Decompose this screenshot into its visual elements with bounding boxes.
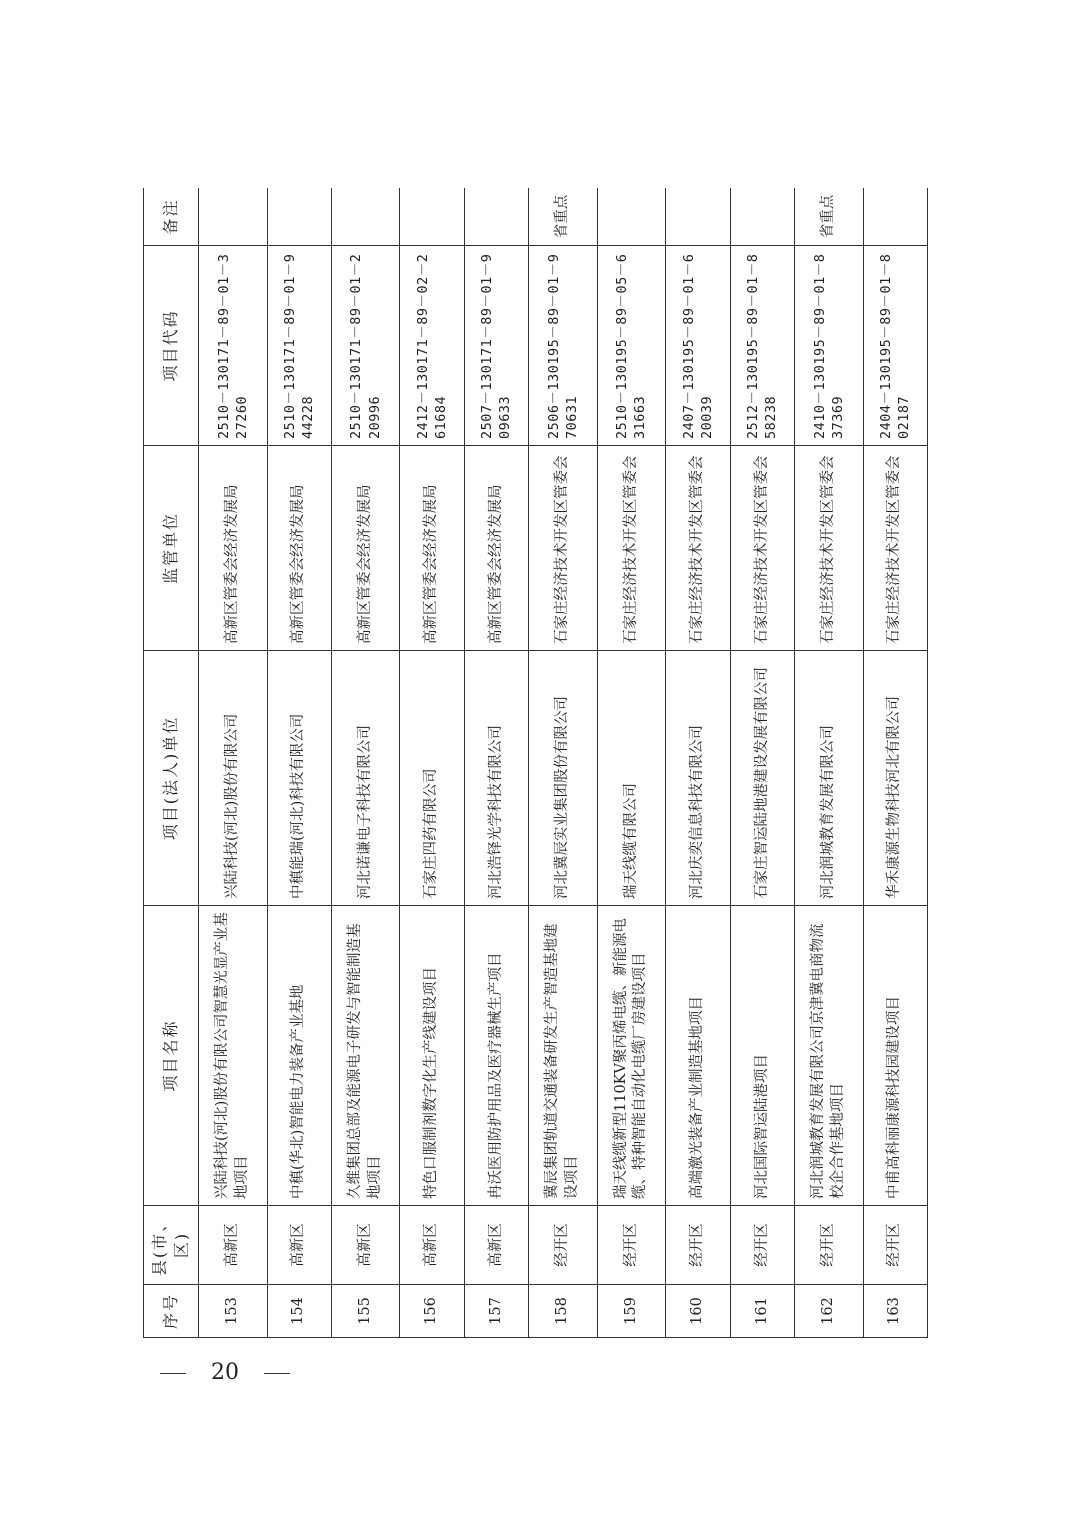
cell-code: 2404－130195－89－01－802187	[863, 246, 927, 446]
cell-project-name: 特色口服制剂数字化生产线建设项目	[400, 906, 464, 1206]
cell-code: 2510－130171－89－01－220996	[331, 246, 400, 446]
cell-code: 2510－130171－89－01－944228	[267, 246, 331, 446]
cell-code: 2510－130171－89－01－327260	[199, 246, 268, 446]
cell-note	[597, 188, 666, 246]
cell-supervisor: 高新区管委会经济发展局	[464, 446, 528, 651]
cell-seq: 157	[464, 1285, 528, 1338]
cell-county: 经开区	[863, 1206, 927, 1285]
cell-company: 石家庄四药有限公司	[400, 651, 464, 906]
project-table	[143, 188, 928, 1338]
dash-right	[264, 1373, 290, 1374]
cell-seq: 159	[597, 1285, 666, 1338]
header-project-name: 项目名称	[144, 906, 199, 1206]
cell-note: 省重点	[794, 188, 863, 246]
table-row	[863, 188, 927, 1338]
project-table-rotated	[143, 188, 928, 1338]
table-row	[464, 188, 528, 1338]
cell-seq: 155	[331, 1285, 400, 1338]
cell-code: 2507－130171－89－01－909633	[464, 246, 528, 446]
cell-project-name: 河北国际智运陆港项目	[730, 906, 794, 1206]
table-row	[529, 188, 598, 1338]
cell-project-name: 瑞天线缆新型110KV聚丙烯电缆、新能源电缆、特种智能自动化电缆厂房建设项目	[597, 906, 666, 1206]
cell-company: 河北庆奕信息科技有限公司	[666, 651, 730, 906]
project-table-frame	[143, 188, 928, 1338]
cell-company: 华禾康源生物科技河北有限公司	[863, 651, 927, 906]
header-note: 备注	[144, 188, 199, 246]
page-number: 20	[211, 1360, 239, 1385]
table-row	[331, 188, 400, 1338]
cell-seq: 160	[666, 1285, 730, 1338]
cell-supervisor: 高新区管委会经济发展局	[267, 446, 331, 651]
cell-supervisor: 高新区管委会经济发展局	[400, 446, 464, 651]
cell-seq: 154	[267, 1285, 331, 1338]
cell-company: 河北冀辰实业集团股份有限公司	[529, 651, 598, 906]
cell-code: 2407－130195－89－01－620039	[666, 246, 730, 446]
cell-seq: 161	[730, 1285, 794, 1338]
cell-company: 河北诺谦电子科技有限公司	[331, 651, 400, 906]
cell-note	[863, 188, 927, 246]
cell-supervisor: 石家庄经济技术开发区管委会	[597, 446, 666, 651]
cell-company: 河北浩铎光学科技有限公司	[464, 651, 528, 906]
cell-company: 兴陆科技(河北)股份有限公司	[199, 651, 268, 906]
cell-code: 2412－130171－89－02－261684	[400, 246, 464, 446]
cell-company: 中稹能瑞(河北)科技有限公司	[267, 651, 331, 906]
cell-project-name: 中甫高科丽康源科技园建设项目	[863, 906, 927, 1206]
cell-seq: 162	[794, 1285, 863, 1338]
cell-code: 2510－130195－89－05－631663	[597, 246, 666, 446]
cell-supervisor: 石家庄经济技术开发区管委会	[863, 446, 927, 651]
cell-note	[331, 188, 400, 246]
cell-supervisor: 高新区管委会经济发展局	[331, 446, 400, 651]
cell-county: 高新区	[331, 1206, 400, 1285]
cell-county: 经开区	[730, 1206, 794, 1285]
cell-company: 石家庄智运陆地港建设发展有限公司	[730, 651, 794, 906]
cell-project-name: 中稹(华北)智能电力装备产业基地	[267, 906, 331, 1206]
cell-company: 河北润城教育发展有限公司	[794, 651, 863, 906]
table-row	[597, 188, 666, 1338]
table-row	[199, 188, 268, 1338]
cell-note	[464, 188, 528, 246]
table-row	[794, 188, 863, 1338]
cell-county: 高新区	[199, 1206, 268, 1285]
header-supervisor: 监管单位	[144, 446, 199, 651]
cell-company: 瑞天线缆有限公司	[597, 651, 666, 906]
cell-supervisor: 高新区管委会经济发展局	[199, 446, 268, 651]
cell-code: 2506－130195－89－01－970631	[529, 246, 598, 446]
cell-note	[199, 188, 268, 246]
cell-project-name: 久维集团总部及能源电子研发与智能制造基地项目	[331, 906, 400, 1206]
table-row	[400, 188, 464, 1338]
cell-seq: 163	[863, 1285, 927, 1338]
cell-project-name: 高端激光装备产业制造基地项目	[666, 906, 730, 1206]
cell-project-name: 兴陆科技(河北)股份有限公司智慧光显产业基地项目	[199, 906, 268, 1206]
cell-seq: 156	[400, 1285, 464, 1338]
cell-county: 经开区	[597, 1206, 666, 1285]
cell-seq: 153	[199, 1285, 268, 1338]
dash-left	[160, 1373, 186, 1374]
table-header-row	[144, 188, 199, 1338]
cell-county: 高新区	[400, 1206, 464, 1285]
header-county: 县(市、区)	[144, 1206, 199, 1285]
header-code: 项目代码	[144, 246, 199, 446]
cell-note	[267, 188, 331, 246]
cell-county: 经开区	[666, 1206, 730, 1285]
header-company: 项目(法人)单位	[144, 651, 199, 906]
cell-code: 2512－130195－89－01－858238	[730, 246, 794, 446]
cell-supervisor: 石家庄经济技术开发区管委会	[529, 446, 598, 651]
cell-county: 经开区	[529, 1206, 598, 1285]
header-seq: 序号	[144, 1285, 199, 1338]
cell-supervisor: 石家庄经济技术开发区管委会	[730, 446, 794, 651]
table-row	[666, 188, 730, 1338]
table-row	[267, 188, 331, 1338]
cell-seq: 158	[529, 1285, 598, 1338]
cell-code: 2410－130195－89－01－837369	[794, 246, 863, 446]
page-footer	[160, 1356, 290, 1390]
cell-county: 经开区	[794, 1206, 863, 1285]
cell-note	[730, 188, 794, 246]
cell-note: 省重点	[529, 188, 598, 246]
cell-supervisor: 石家庄经济技术开发区管委会	[794, 446, 863, 651]
table-row	[730, 188, 794, 1338]
cell-note	[666, 188, 730, 246]
cell-county: 高新区	[267, 1206, 331, 1285]
cell-county: 高新区	[464, 1206, 528, 1285]
cell-supervisor: 石家庄经济技术开发区管委会	[666, 446, 730, 651]
cell-project-name: 冉沃医用防护用品及医疗器械生产项目	[464, 906, 528, 1206]
cell-note	[400, 188, 464, 246]
cell-project-name: 河北润城教育发展有限公司京津冀电商物流校企合作基地项目	[794, 906, 863, 1206]
cell-project-name: 冀辰集团轨道交通装备研发生产智造基地建设项目	[529, 906, 598, 1206]
